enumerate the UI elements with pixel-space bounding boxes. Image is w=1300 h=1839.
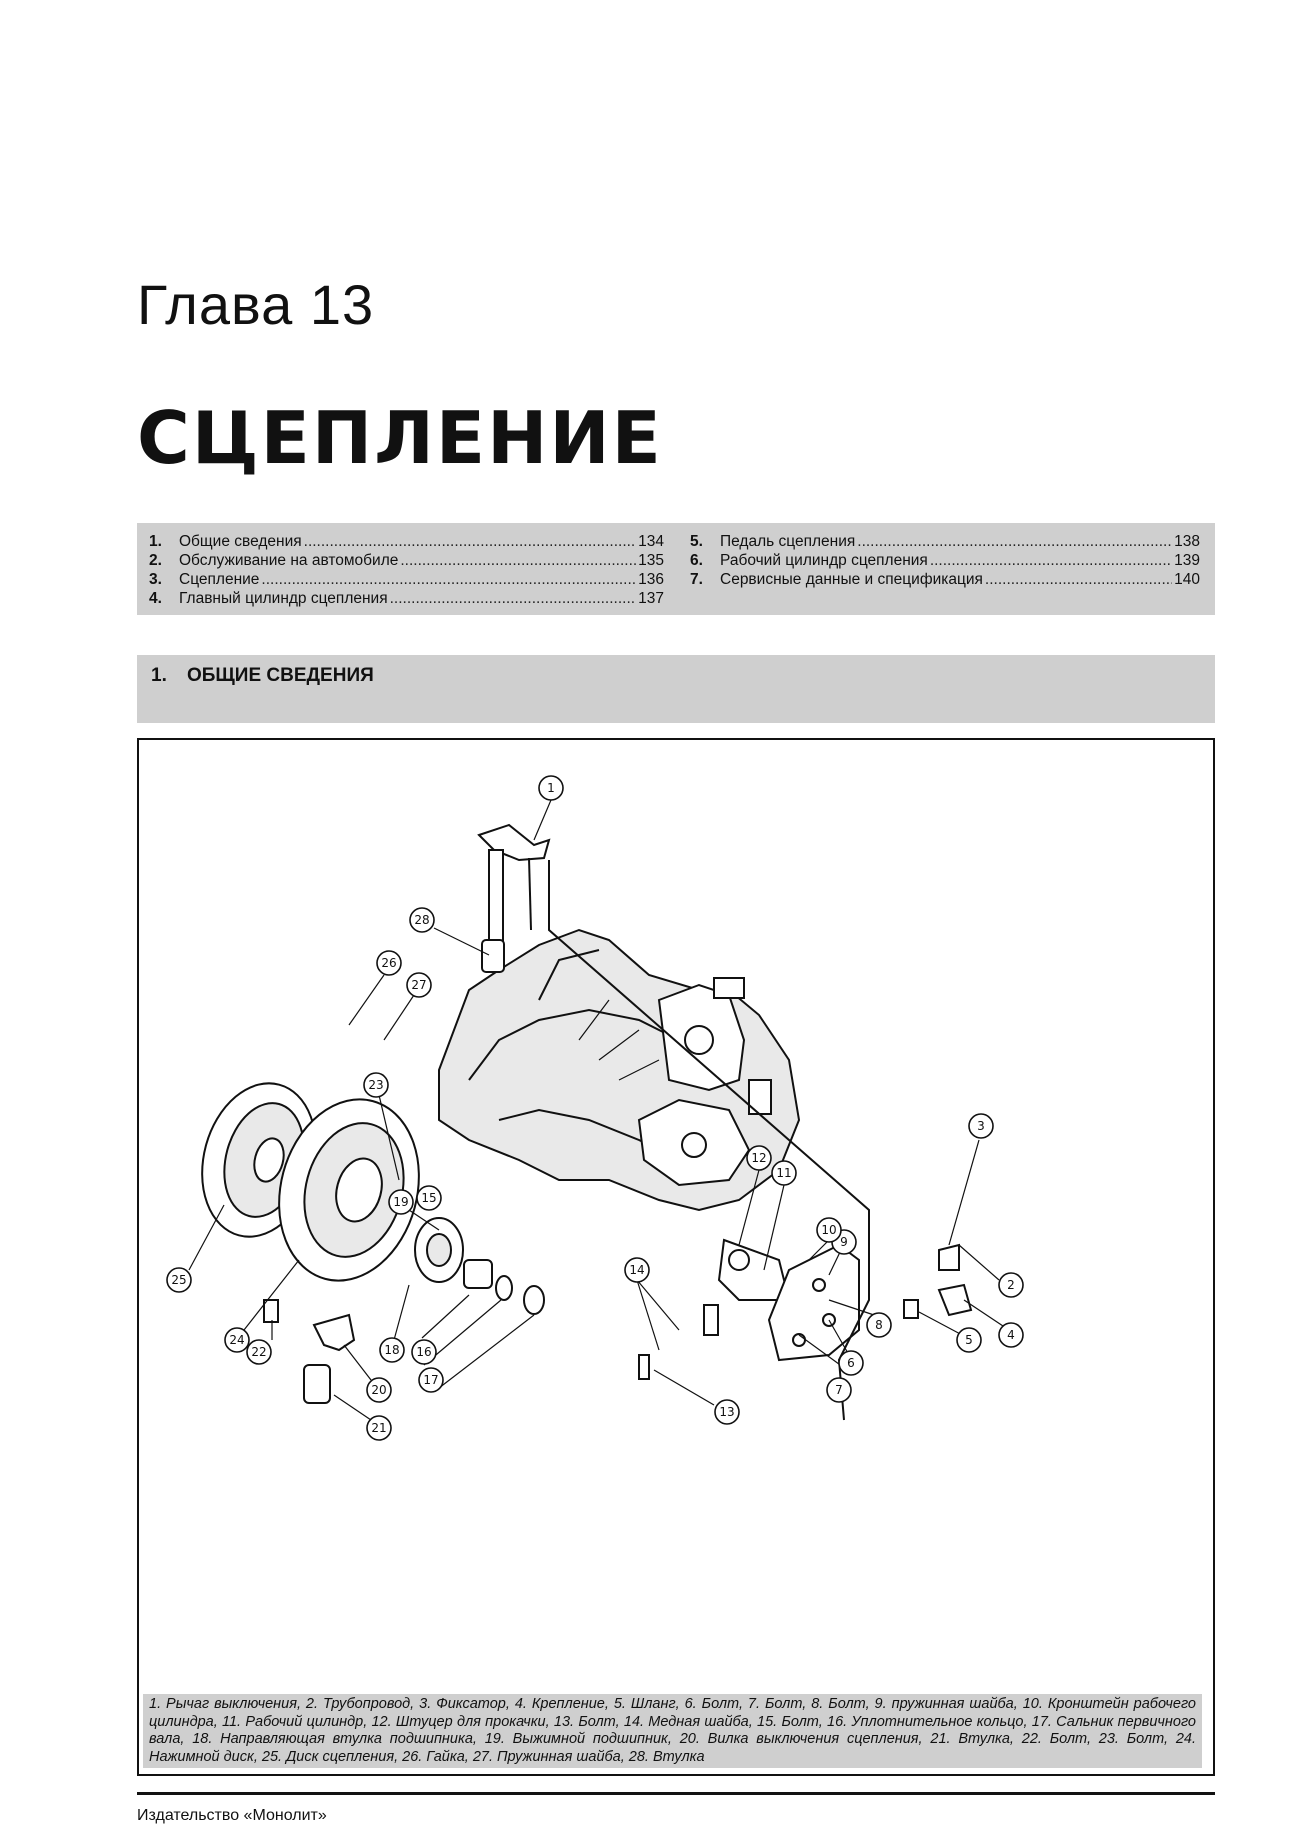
toc-leader-dots <box>261 570 636 589</box>
callout-label: 19 <box>393 1195 409 1209</box>
callout-22 <box>247 1340 271 1364</box>
release-fork <box>264 1300 354 1403</box>
callout-19 <box>389 1190 413 1214</box>
section-header <box>137 655 1215 723</box>
callout-label: 5 <box>965 1333 973 1347</box>
callout-label: 11 <box>776 1166 792 1180</box>
callout-20 <box>367 1378 391 1402</box>
callout-label: 24 <box>229 1333 245 1347</box>
toc-entry-number: 2. <box>149 552 162 569</box>
toc-entry-page: 140 <box>1174 571 1200 588</box>
toc-entry-number: 7. <box>690 571 703 588</box>
toc-leader-dots <box>304 532 636 551</box>
callout-11 <box>772 1161 796 1185</box>
slave-cylinder <box>639 1240 971 1379</box>
figure-caption: 1. Рычаг выключения, 2. Трубопровод, 3. Фиксатор, 4. Крепление, 5. Шланг, 6. Болт, 7. Болт, 8. Болт, 9. пружинная шайба, 10. Кронштейн рабочего цилиндра, 11. Рабочий цилиндр, 12. Штуцер для прокачки, 13. Болт, 14. Медная шайба, 15. Болт, 16. Уплотнительное кольцо, 17. Сальник первичного вала, 18. Направляющая втулка подшипника, 19. Выжимной подшипник, 20. Вилка выключения сцепления, 21. Втулка, 22. Болт, 23. Болт, 24. Нажимной диск, 25. Диск сцепления, 26. Гайка, 27. Пружинная шайба, 28. Втулка <box>143 1694 1202 1768</box>
callout-label: 25 <box>171 1273 187 1287</box>
toc-entry-title: Рабочий цилиндр сцепления <box>720 552 928 569</box>
callout-label: 27 <box>411 978 427 992</box>
callout-label: 4 <box>1007 1328 1015 1342</box>
footer-publisher: Издательство «Монолит» <box>137 1807 327 1824</box>
callout-25 <box>167 1268 191 1292</box>
toc-entry <box>149 551 664 570</box>
toc-entry-title: Педаль сцепления <box>720 533 856 550</box>
clutch-exploded-diagram <box>137 738 1215 1776</box>
toc-leader-dots <box>390 589 637 608</box>
callout-23 <box>364 1073 388 1097</box>
callout-24 <box>225 1328 249 1352</box>
chapter-label: Глава 13 <box>137 273 375 336</box>
callout-10 <box>817 1218 841 1242</box>
toc-entry-number: 1. <box>149 533 162 550</box>
toc-entry-page: 135 <box>638 552 664 569</box>
section-number: 1. <box>151 665 167 686</box>
callout-6 <box>839 1351 863 1375</box>
callout-1 <box>539 776 563 800</box>
callout-label: 23 <box>368 1078 384 1092</box>
callout-label: 21 <box>371 1421 387 1435</box>
toc-entry-number: 6. <box>690 552 703 569</box>
callout-label: 26 <box>381 956 397 970</box>
callout-label: 15 <box>421 1191 437 1205</box>
callout-label: 17 <box>423 1373 439 1387</box>
toc-entry <box>149 570 664 589</box>
callout-18 <box>380 1338 404 1362</box>
toc-entry <box>149 532 664 551</box>
callout-label: 6 <box>847 1356 855 1370</box>
callout-13 <box>715 1400 739 1424</box>
toc-leader-dots <box>400 551 636 570</box>
toc-entry <box>690 551 1200 570</box>
chapter-title: СЦЕПЛЕНИЕ <box>137 396 663 480</box>
callout-label: 28 <box>414 913 430 927</box>
callout-label: 14 <box>629 1263 645 1277</box>
toc-entry-page: 136 <box>638 571 664 588</box>
toc-entry-page: 137 <box>638 590 664 607</box>
footer-divider <box>137 1792 1215 1795</box>
toc-leader-dots <box>985 570 1172 589</box>
toc-entry-number: 4. <box>149 590 162 607</box>
callout-3 <box>969 1114 993 1138</box>
toc-entry-title: Общие сведения <box>179 533 302 550</box>
callout-label: 3 <box>977 1119 985 1133</box>
toc-entry-number: 3. <box>149 571 162 588</box>
toc-entry-page: 138 <box>1174 533 1200 550</box>
toc-entry-number: 5. <box>690 533 703 550</box>
callout-label: 2 <box>1007 1278 1015 1292</box>
callout-label: 20 <box>371 1383 387 1397</box>
toc-entry <box>690 570 1200 589</box>
toc-entry <box>690 532 1200 551</box>
toc-entry <box>149 589 664 608</box>
toc-column-right <box>690 532 1200 589</box>
diagram-drawing <box>139 740 1213 1690</box>
toc-entry-page: 134 <box>638 533 664 550</box>
toc-leader-dots <box>857 532 1172 551</box>
callout-17 <box>419 1368 443 1392</box>
toc-entry-page: 139 <box>1174 552 1200 569</box>
callout-label: 22 <box>251 1345 267 1359</box>
callout-14 <box>625 1258 649 1282</box>
callout-label: 8 <box>875 1318 883 1332</box>
callout-8 <box>867 1313 891 1337</box>
table-of-contents <box>137 523 1215 615</box>
callout-5 <box>957 1328 981 1352</box>
toc-entry-title: Главный цилиндр сцепления <box>179 590 388 607</box>
callout-28 <box>410 908 434 932</box>
toc-column-left <box>149 532 664 608</box>
callout-26 <box>377 951 401 975</box>
release-bearing <box>415 1218 544 1314</box>
callout-2 <box>999 1273 1023 1297</box>
callout-7 <box>827 1378 851 1402</box>
callout-15 <box>417 1186 441 1210</box>
callout-label: 13 <box>719 1405 735 1419</box>
callout-21 <box>367 1416 391 1440</box>
callout-16 <box>412 1340 436 1364</box>
callout-27 <box>407 973 431 997</box>
callout-label: 9 <box>840 1235 848 1249</box>
callout-label: 16 <box>416 1345 432 1359</box>
callout-label: 1 <box>547 781 555 795</box>
callout-label: 7 <box>835 1383 843 1397</box>
callout-12 <box>747 1146 771 1170</box>
toc-entry-title: Сцепление <box>179 571 260 588</box>
section-title: ОБЩИЕ СВЕДЕНИЯ <box>187 665 374 686</box>
toc-entry-title: Сервисные данные и спецификация <box>720 571 983 588</box>
callout-label: 10 <box>821 1223 837 1237</box>
callout-4 <box>999 1323 1023 1347</box>
callout-label: 18 <box>384 1343 400 1357</box>
toc-leader-dots <box>930 551 1172 570</box>
callout-label: 12 <box>751 1151 767 1165</box>
toc-entry-title: Обслуживание на автомобиле <box>179 552 399 569</box>
